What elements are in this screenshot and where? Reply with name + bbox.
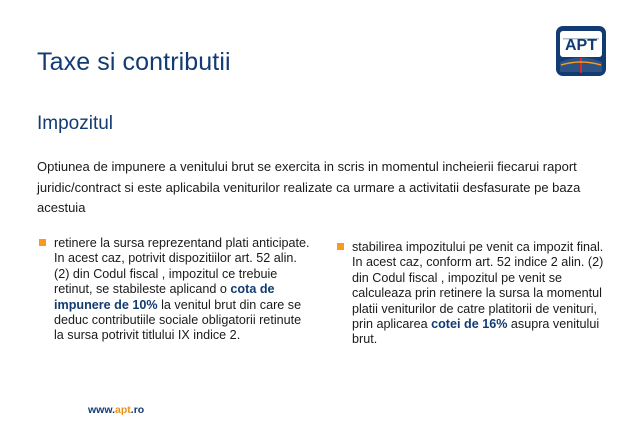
footer-suffix: .ro	[130, 404, 145, 416]
slide-title: Taxe si contributii	[37, 48, 231, 76]
square-bullet-icon	[337, 243, 344, 250]
apt-logo-icon	[555, 25, 607, 77]
footer-accent: apt	[115, 404, 131, 416]
left-bullet-text-before: retinere la sursa reprezentand plati anticipate. In acest caz, potrivit dispozitiilor art. 52 alin. (2) din Codul fiscal , impozitul ce trebuie retinut, se stabileste aplicand o	[54, 236, 310, 297]
right-bullet-text-after: asupra venitului brut.	[352, 317, 600, 347]
right-bullet-text-before: stabilirea impozitului pe venit ca impozit final. In acest caz, conform art. 52 indice 2 alin. (2) din Codul fiscal , impozitul pe venit se calculeaza prin retinere la sursa la momentul platii veniturilor de catre platitorii de venituri, prin aplicarea	[352, 240, 604, 332]
right-bullet-text	[352, 240, 603, 346]
footer-prefix: www.	[88, 404, 116, 416]
apt-logo	[555, 25, 607, 77]
right-bullet-bold: cotei de 16%	[431, 317, 508, 332]
section-heading: Impozitul	[37, 113, 114, 134]
intro-paragraph: Optiunea de impunere a venitului brut se exercita in scris in momentul incheierii fiecarui raport juridic/contract si este aplicabila veniturilor realizate ca urmare a activitatii desfasurate pe baza acestuia	[37, 159, 581, 215]
right-bullet	[335, 240, 605, 348]
square-bullet-icon	[39, 239, 46, 246]
left-bullet	[37, 236, 312, 344]
apt-logo-text: APT	[565, 37, 597, 54]
left-bullet-text	[54, 236, 310, 342]
left-bullet-text-after: la venitul brut din care se deduc contributiile sociale obligatorii retinute la sursa potrivit titlului IX indice 2.	[54, 297, 302, 343]
website-link[interactable]	[88, 404, 144, 416]
left-bullet-bold: cota de impunere de 10%	[54, 282, 275, 312]
